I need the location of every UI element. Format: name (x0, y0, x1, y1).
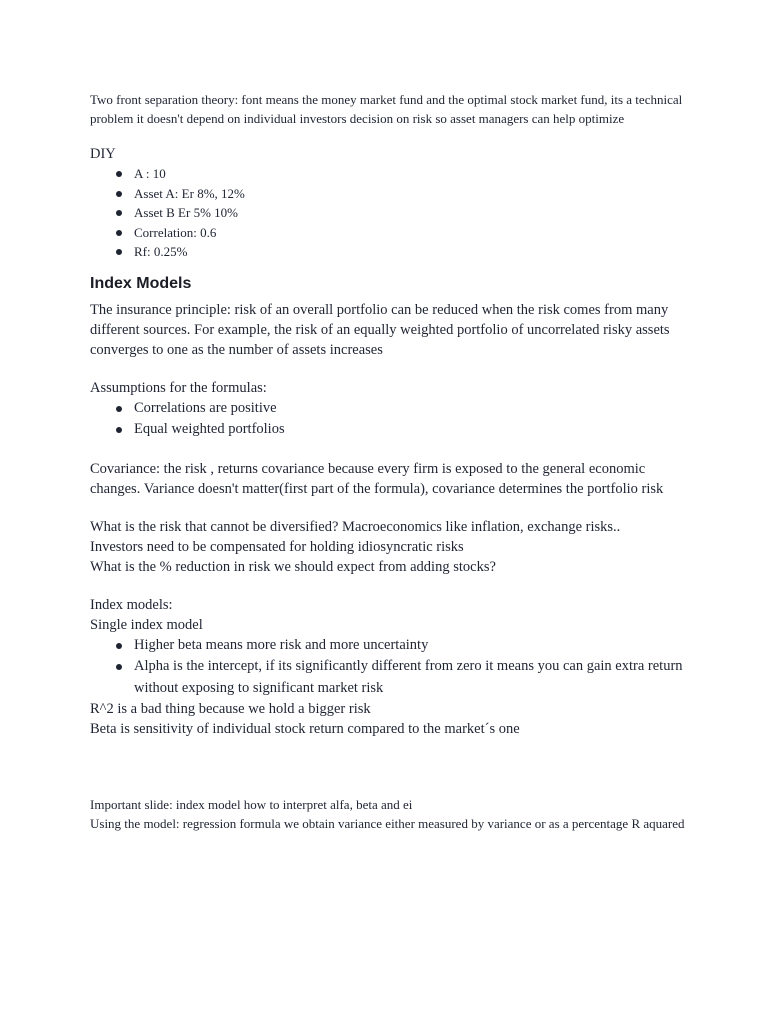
list-item: Asset A: Er 8%, 12% (112, 184, 690, 204)
list-item: Alpha is the intercept, if its significantly different from zero it means you can gain extra return without exposing to significant market risk (112, 656, 690, 699)
diy-list (90, 164, 690, 262)
spacer (90, 128, 690, 144)
diy-label: DIY (90, 146, 116, 162)
spacer (90, 739, 690, 795)
intro-paragraph: Two front separation theory: font means the money market fund and the optimal stock market fund, its a technical problem it doesn't depend on individual investors decision on risk so asset managers can help optimize (90, 92, 683, 126)
insurance-paragraph: The insurance principle: risk of an overall portfolio can be reduced when the risk comes from many different sources. For example, the risk of an equally weighted portfolio of uncorrelated risky assets converges to one as the number of assets increases (90, 301, 670, 358)
list-item: Asset B Er 5% 10% (112, 203, 690, 223)
document-page (90, 90, 690, 833)
single-index-list (90, 635, 690, 700)
spacer (90, 577, 690, 595)
list-item: Correlation: 0.6 (112, 223, 690, 243)
assumptions-label: Assumptions for the formulas: (90, 379, 267, 396)
spacer (90, 262, 690, 272)
question-line: Investors need to be compensated for holding idiosyncratic risks (90, 538, 464, 555)
spacer (90, 441, 690, 459)
section-heading: Index Models (90, 274, 192, 292)
list-item: Rf: 0.25% (112, 242, 690, 262)
list-item: Higher beta means more risk and more uncertainty (112, 635, 690, 657)
model-note: Using the model: regression formula we obtain variance either measured by variance or as a percentage R aquared (90, 816, 685, 831)
list-item: Equal weighted portfolios (112, 419, 690, 441)
single-index-label: Single index model (90, 616, 203, 633)
index-models-label: Index models: (90, 596, 173, 613)
question-line: What is the risk that cannot be diversified? Macroeconomics like inflation, exchange risks.. (90, 518, 621, 535)
slide-note: Important slide: index model how to interpret alfa, beta and ei (90, 797, 413, 812)
list-item: A : 10 (112, 164, 690, 184)
note-line: Beta is sensitivity of individual stock return compared to the market´s one (90, 721, 520, 737)
spacer (90, 360, 690, 378)
covariance-paragraph: Covariance: the risk , returns covariance because every firm is exposed to the general economic changes. Variance doesn't matter(first part of the formula), covariance determines the portfolio risk (90, 460, 664, 497)
question-line: What is the % reduction in risk we should expect from adding stocks? (90, 558, 496, 575)
list-item: Correlations are positive (112, 398, 690, 420)
note-line: R^2 is a bad thing because we hold a bigger risk (90, 701, 371, 717)
spacer (90, 499, 690, 517)
assumptions-list (90, 398, 690, 441)
